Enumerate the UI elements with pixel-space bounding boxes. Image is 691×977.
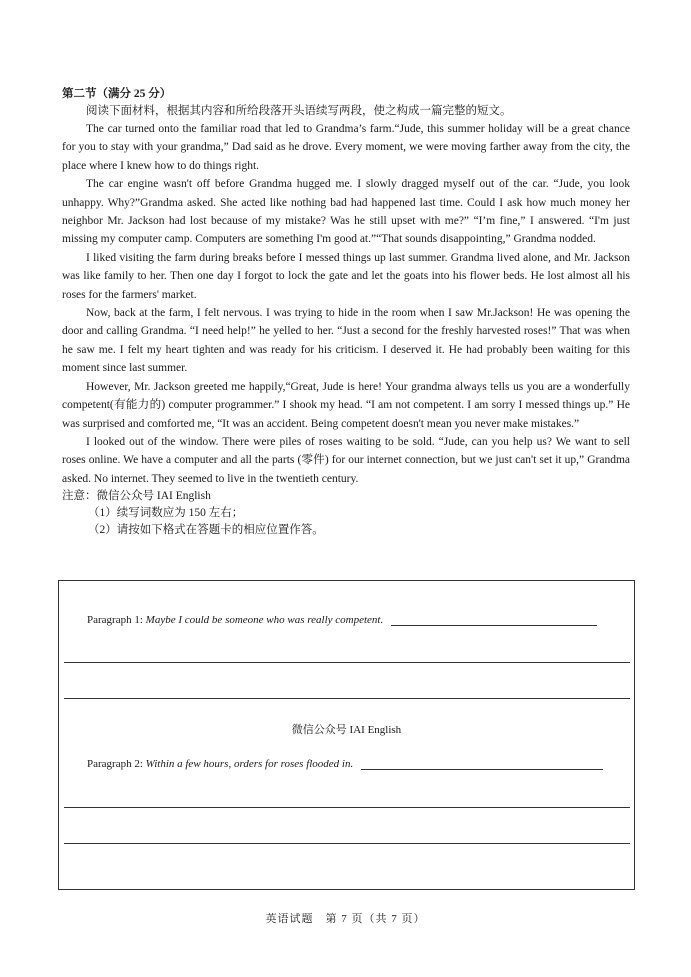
writing-line[interactable]: [64, 698, 630, 699]
paragraph-2-label: Paragraph 2:: [87, 758, 146, 770]
paragraph-2-blank[interactable]: [361, 757, 603, 770]
story-paragraph: I looked out of the window. There were piles of roses waiting to be sold. “Jude, can you help us? We want to sell roses online. We have a computer and all the parts (零件) for our internet connection, but we just can't set it up,” Grandma asked. No internet. They seemed to live in the twentieth century.: [62, 435, 630, 485]
story-paragraph: I liked visiting the farm during breaks before I messed things up last summer. Grandma lived alone, and Mr. Jackson was like family to her. Then one day I forgot to lock the gate and let the goats into his flower beds. He lost almost all his roses for the farmers' market.: [62, 251, 630, 301]
page-footer: 英语试题 第 7 页（共 7 页）: [265, 913, 426, 925]
question-content: [62, 86, 630, 539]
paragraph-1-label: Paragraph 1:: [87, 614, 146, 626]
story-paragraph: The car engine wasn't off before Grandma hugged me. I slowly dragged myself out of the car. “Jude, you look unhappy. Why?”Grandma asked. She acted like nothing bad had happened last time. Could I ask how much money her neighbor Mr. Jackson had lost because of my mistake? Was he still upset with me?” “I’m fine,” I answered. “I'm just missing my computer camp. Computers are something I'm good at.”“That sounds disappointing,” Grandma nodded.: [62, 178, 630, 246]
paragraph-1-blank[interactable]: [391, 613, 597, 626]
paragraph-2-starter: Within a few hours, orders for roses flooded in.: [145, 758, 354, 770]
story-paragraph: The car turned onto the familiar road that led to Grandma’s farm.“Jude, this summer holiday will be a great chance for you to stay with your grandma,” Dad said as he drove. Every moment, we were moving farther away from the city, the place where I knew how to do things right.: [62, 123, 630, 172]
paragraph-1-prompt: [87, 613, 597, 626]
writing-line[interactable]: [64, 843, 630, 844]
story-paragraph: Now, back at the farm, I felt nervous. I was trying to hide in the room when I saw Mr.Jackson! He was opening the door and calling Grandma. “I need help!” he yelled to her. “Just a second for the freshly harvested roses!” That was when he saw me. I felt my heart tighten and was ready for his criticism. I deserved it. He had probably been waiting for this moment since last summer.: [62, 307, 630, 375]
note-item: （2）请按如下格式在答题卡的相应位置作答。: [88, 524, 324, 537]
story-text: [62, 120, 630, 488]
watermark-text: 微信公众号 IAI English: [291, 724, 402, 736]
paragraph-2-prompt: [87, 757, 603, 770]
notes-header: 注意：微信公众号 IAI English: [62, 490, 211, 503]
writing-line[interactable]: [64, 662, 630, 663]
section-instruction: 阅读下面材料，根据其内容和所给段落开头语续写两段，使之构成一篇完整的短文。: [86, 105, 512, 117]
story-paragraph: However, Mr. Jackson greeted me happily,“Great, Jude is here! Your grandma always tells us you are a wonderfully competent(有能力的) computer programmer.” I shook my head. “I am not competent. I am sorry I messed things up.” He was surprised and comforted me, “It was an accident. Being competent doesn't mean you never make mistakes.”: [62, 380, 630, 430]
note-item: （1）续写词数应为 150 左右；: [88, 507, 244, 520]
answer-box: [58, 580, 635, 890]
section-title: 第二节（满分 25 分）: [62, 88, 172, 100]
paragraph-1-starter: Maybe I could be someone who was really competent.: [145, 614, 384, 626]
writing-line[interactable]: [64, 807, 630, 808]
